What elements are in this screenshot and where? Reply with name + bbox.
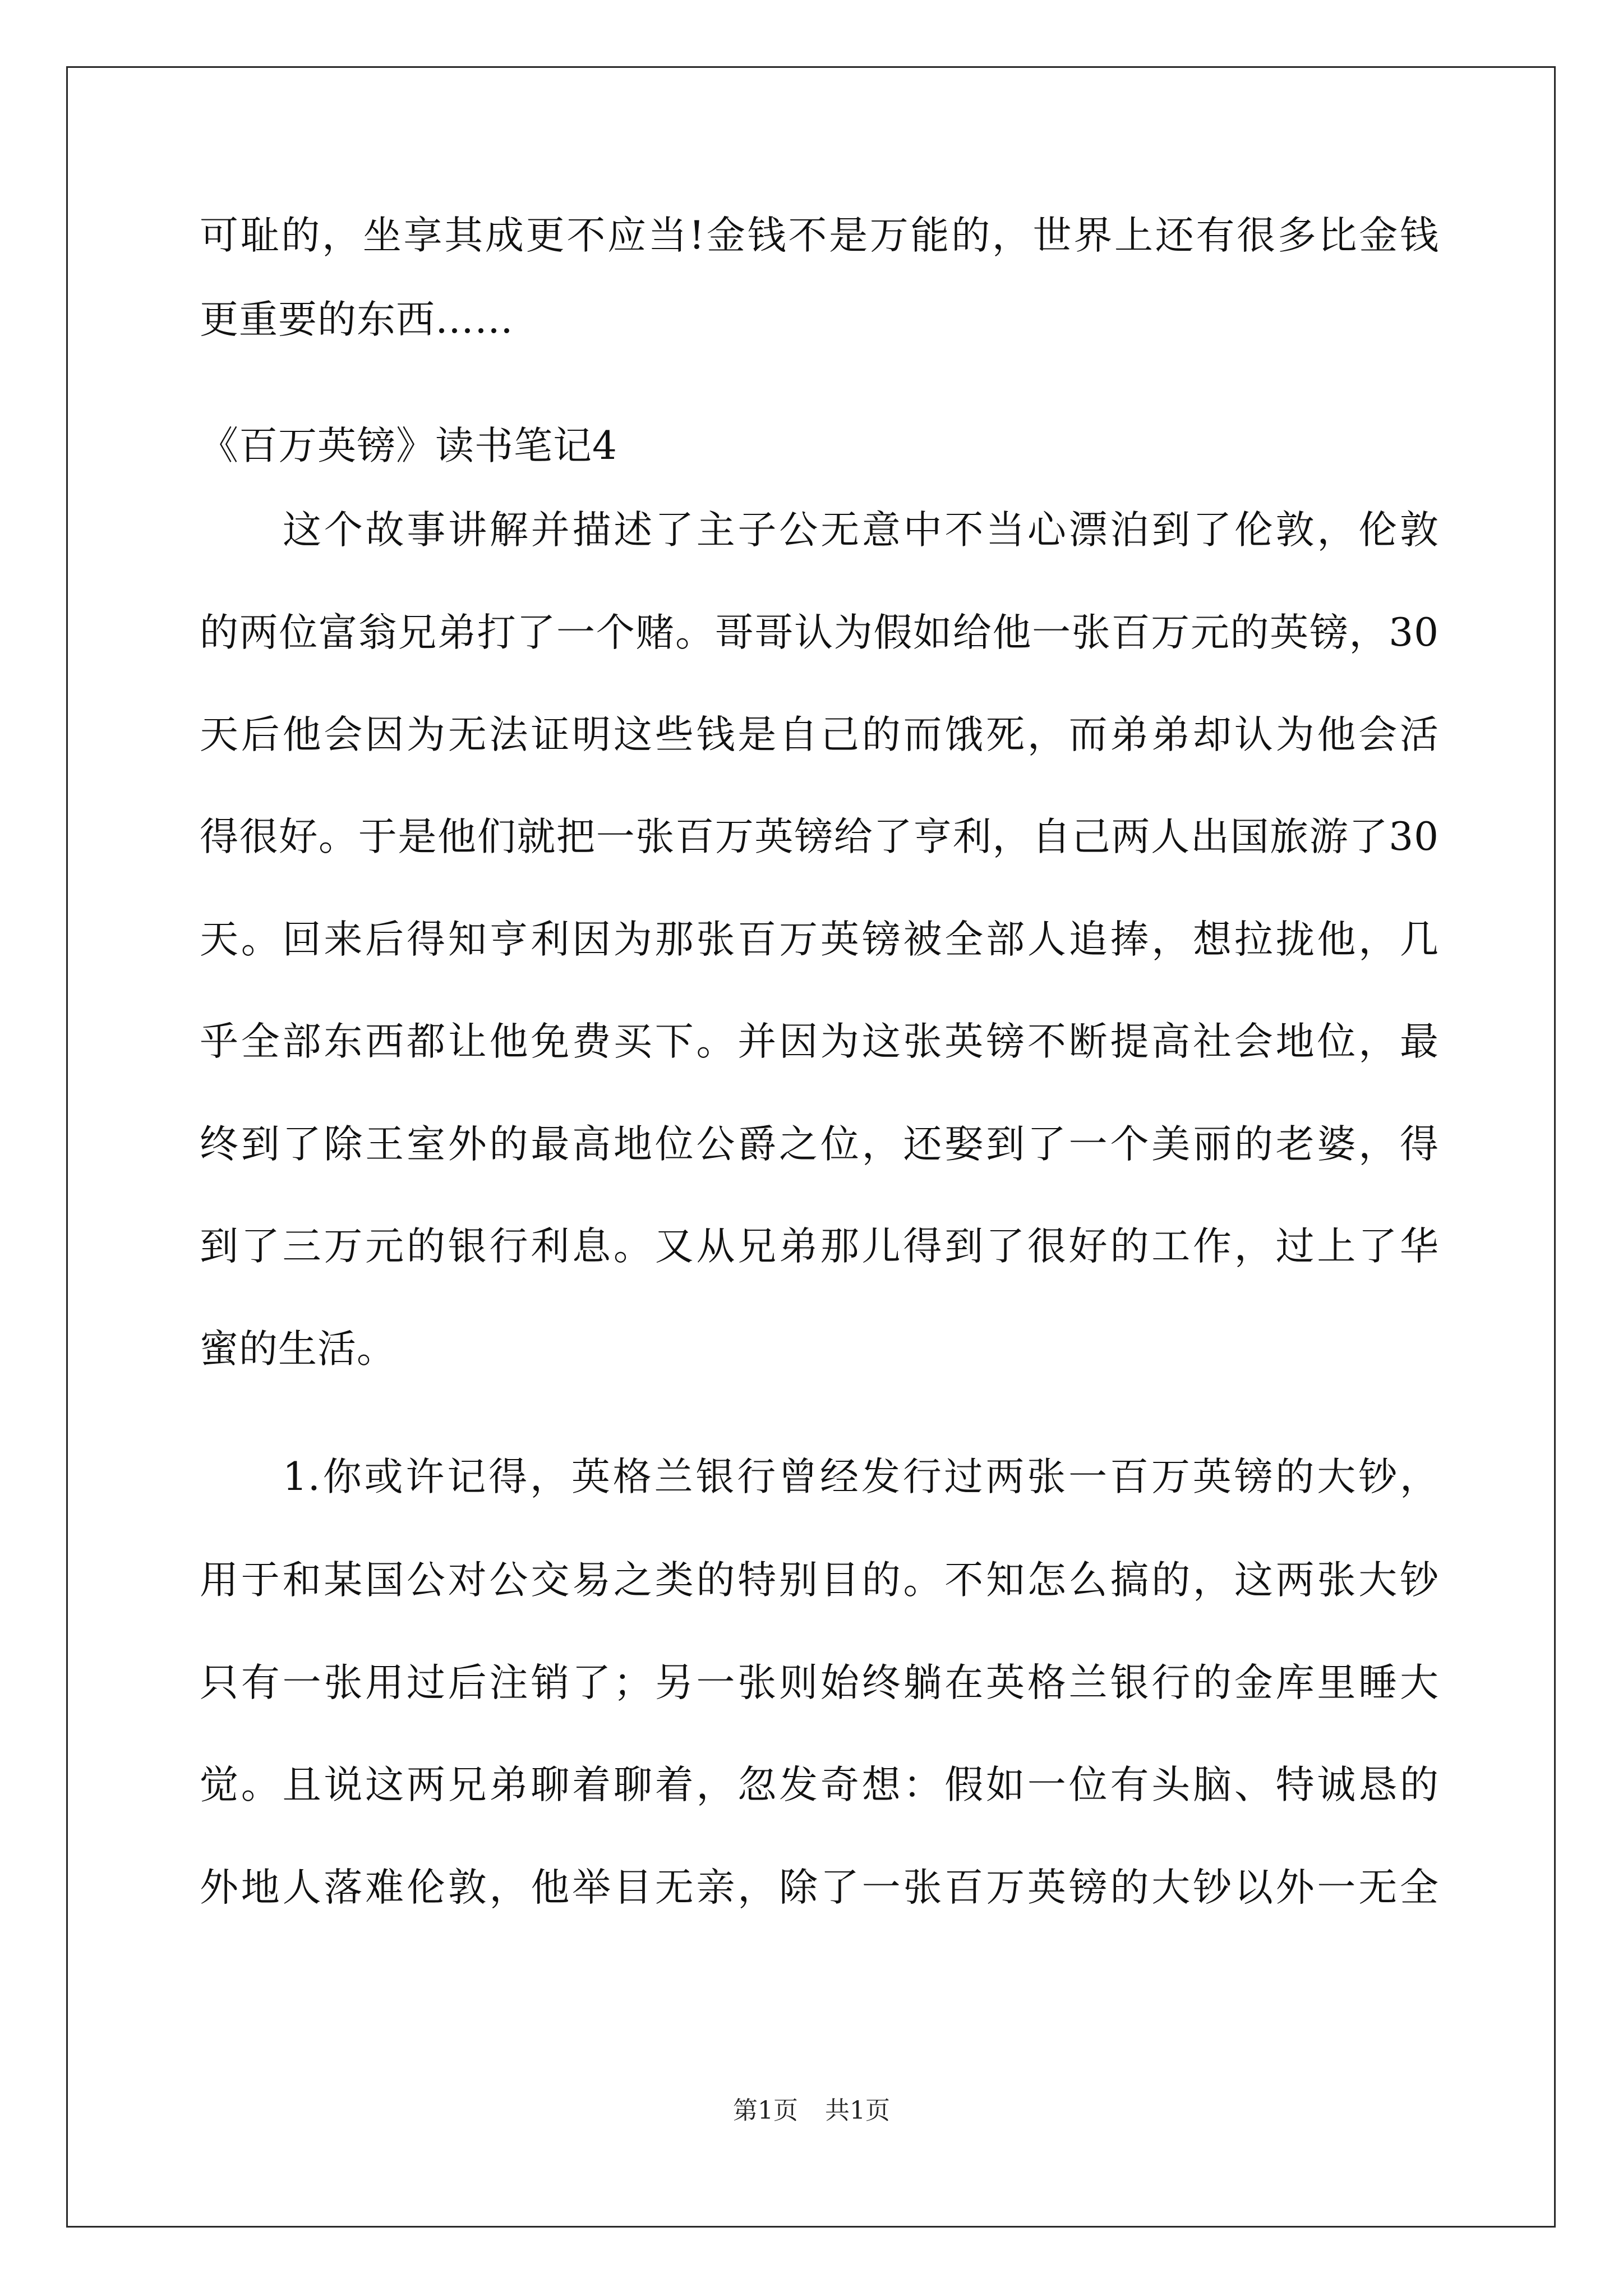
text-line: 的两位富翁兄弟打了一个赌。哥哥认为假如给他一张百万元的英镑，30: [200, 610, 1439, 655]
text-line: 外地人落难伦敦，他举目无亲，除了一张百万英镑的大钞以外一无全: [200, 1865, 1439, 1910]
page-number: 第1页: [733, 2096, 798, 2125]
text-line: 天后他会因为无法证明这些钱是自己的而饿死，而弟弟却认为他会活: [200, 712, 1439, 757]
text-line: 终到了除王室外的最高地位公爵之位，还娶到了一个美丽的老婆，得: [200, 1122, 1439, 1167]
text-line: 用于和某国公对公交易之类的特别目的。不知怎么搞的，这两张大钞: [200, 1558, 1439, 1603]
text-line: 乎全部东西都让他免费买下。并因为这张英镑不断提高社会地位，最: [200, 1019, 1439, 1064]
text-line: 更重要的东西……: [200, 297, 514, 342]
text-line: 蜜的生活。: [200, 1327, 396, 1372]
text-line: 天。回来后得知亨利因为那张百万英镑被全部人追捧，想拉拢他，几: [200, 917, 1439, 962]
text-line: 这个故事讲解并描述了主子公无意中不当心漂泊到了伦敦，伦敦: [283, 508, 1439, 553]
page-footer: [0, 2094, 1623, 2128]
page-count: 共1页: [825, 2096, 890, 2125]
text-line: 只有一张用过后注销了；另一张则始终躺在英格兰银行的金库里睡大: [200, 1660, 1439, 1705]
text-line: 到了三万元的银行利息。又从兄弟那儿得到了很好的工作，过上了华: [200, 1224, 1439, 1269]
text-line: 觉。且说这两兄弟聊着聊着，忽发奇想：假如一位有头脑、特诚恳的: [200, 1763, 1439, 1807]
text-line: 1.你或许记得，英格兰银行曾经发行过两张一百万英镑的大钞，: [283, 1455, 1439, 1499]
text-line: 可耻的，坐享其成更不应当!金钱不是万能的，世界上还有很多比金钱: [200, 213, 1439, 258]
text-line: 得很好。于是他们就把一张百万英镑给了亨利，自己两人出国旅游了30: [200, 815, 1439, 859]
section-heading: 《百万英镑》读书笔记4: [200, 424, 617, 468]
